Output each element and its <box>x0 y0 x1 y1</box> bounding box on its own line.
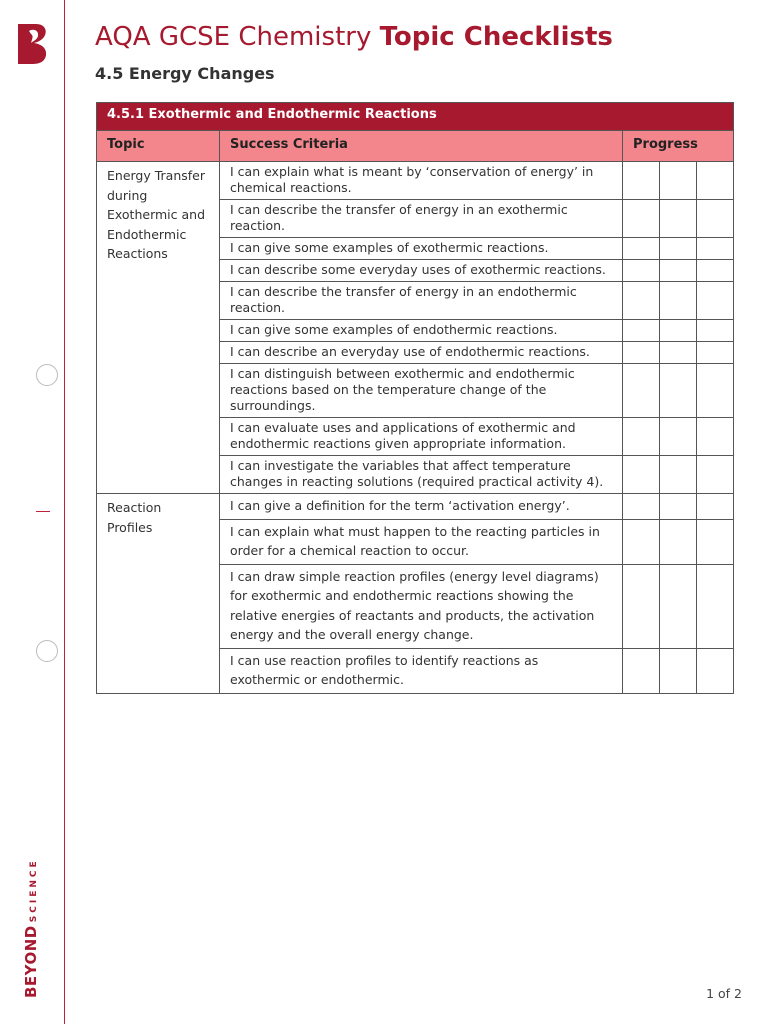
progress-checkbox-2[interactable] <box>660 364 697 418</box>
progress-checkbox-3[interactable] <box>697 519 734 564</box>
progress-checkbox-3[interactable] <box>697 418 734 456</box>
progress-checkbox-3[interactable] <box>697 494 734 520</box>
progress-checkbox-3[interactable] <box>697 162 734 200</box>
page-title <box>95 22 613 52</box>
topic-cell: Reaction Profiles <box>97 494 220 694</box>
column-header-topic: Topic <box>97 131 220 162</box>
progress-checkbox-2[interactable] <box>660 456 697 494</box>
progress-checkbox-2[interactable] <box>660 162 697 200</box>
table-row <box>97 494 734 520</box>
progress-checkbox-2[interactable] <box>660 238 697 260</box>
progress-checkbox-3[interactable] <box>697 564 734 648</box>
progress-checkbox-2[interactable] <box>660 260 697 282</box>
column-header-success-criteria: Success Criteria <box>220 131 623 162</box>
progress-checkbox-2[interactable] <box>660 648 697 693</box>
page-number: 1 of 2 <box>706 986 742 1001</box>
progress-checkbox-1[interactable] <box>623 648 660 693</box>
progress-checkbox-1[interactable] <box>623 260 660 282</box>
topic-cell: Energy Transfer during Exothermic and Endothermic Reactions <box>97 162 220 494</box>
progress-checkbox-3[interactable] <box>697 342 734 364</box>
criterion-cell: I can use reaction profiles to identify reactions as exothermic or endothermic. <box>220 648 623 693</box>
progress-checkbox-3[interactable] <box>697 320 734 342</box>
progress-checkbox-1[interactable] <box>623 519 660 564</box>
title-strong: Topic Checklists <box>379 22 613 52</box>
column-header-progress: Progress <box>623 131 734 162</box>
progress-checkbox-1[interactable] <box>623 200 660 238</box>
criterion-cell: I can explain what must happen to the reacting particles in order for a chemical reaction to occur. <box>220 519 623 564</box>
brand-wordmark: BEYONDSCIENCE <box>22 858 40 998</box>
criterion-cell: I can distinguish between exothermic and endothermic reactions based on the temperature change of the surroundings. <box>220 364 623 418</box>
criterion-cell: I can give a definition for the term ‘activation energy’. <box>220 494 623 520</box>
fold-mark <box>36 511 50 512</box>
progress-checkbox-1[interactable] <box>623 494 660 520</box>
progress-checkbox-2[interactable] <box>660 342 697 364</box>
progress-checkbox-3[interactable] <box>697 648 734 693</box>
criterion-cell: I can draw simple reaction profiles (energy level diagrams) for exothermic and endothermic reactions showing the relative energies of reactants and products, the activation energy and the overall energy change. <box>220 564 623 648</box>
progress-checkbox-2[interactable] <box>660 494 697 520</box>
topic-checklist-table <box>96 102 734 694</box>
criterion-cell: I can give some examples of exothermic reactions. <box>220 238 623 260</box>
progress-checkbox-2[interactable] <box>660 564 697 648</box>
criterion-cell: I can investigate the variables that affect temperature changes in reacting solutions (required practical activity 4). <box>220 456 623 494</box>
criterion-cell: I can describe the transfer of energy in an endothermic reaction. <box>220 282 623 320</box>
title-prefix: AQA GCSE Chemistry <box>95 22 380 52</box>
progress-checkbox-3[interactable] <box>697 200 734 238</box>
progress-checkbox-1[interactable] <box>623 418 660 456</box>
section-subtitle: 4.5 Energy Changes <box>95 64 275 83</box>
progress-checkbox-1[interactable] <box>623 364 660 418</box>
criterion-cell: I can describe an everyday use of endothermic reactions. <box>220 342 623 364</box>
progress-checkbox-1[interactable] <box>623 564 660 648</box>
margin-line <box>64 0 65 1024</box>
criterion-cell: I can evaluate uses and applications of exothermic and endothermic reactions given appropriate information. <box>220 418 623 456</box>
table-row <box>97 162 734 200</box>
progress-checkbox-1[interactable] <box>623 238 660 260</box>
criterion-cell: I can explain what is meant by ‘conservation of energy’ in chemical reactions. <box>220 162 623 200</box>
progress-checkbox-2[interactable] <box>660 282 697 320</box>
progress-checkbox-1[interactable] <box>623 320 660 342</box>
punch-hole-top <box>36 364 58 386</box>
section-heading: 4.5.1 Exothermic and Endothermic Reactions <box>97 103 734 131</box>
progress-checkbox-2[interactable] <box>660 320 697 342</box>
progress-checkbox-1[interactable] <box>623 162 660 200</box>
criterion-cell: I can describe the transfer of energy in an exothermic reaction. <box>220 200 623 238</box>
progress-checkbox-3[interactable] <box>697 364 734 418</box>
punch-hole-bottom <box>36 640 58 662</box>
progress-checkbox-1[interactable] <box>623 456 660 494</box>
progress-checkbox-2[interactable] <box>660 200 697 238</box>
progress-checkbox-2[interactable] <box>660 418 697 456</box>
beyond-logo-icon <box>14 22 50 66</box>
progress-checkbox-3[interactable] <box>697 282 734 320</box>
progress-checkbox-1[interactable] <box>623 282 660 320</box>
criterion-cell: I can describe some everyday uses of exothermic reactions. <box>220 260 623 282</box>
progress-checkbox-1[interactable] <box>623 342 660 364</box>
progress-checkbox-2[interactable] <box>660 519 697 564</box>
progress-checkbox-3[interactable] <box>697 456 734 494</box>
progress-checkbox-3[interactable] <box>697 260 734 282</box>
criterion-cell: I can give some examples of endothermic reactions. <box>220 320 623 342</box>
progress-checkbox-3[interactable] <box>697 238 734 260</box>
